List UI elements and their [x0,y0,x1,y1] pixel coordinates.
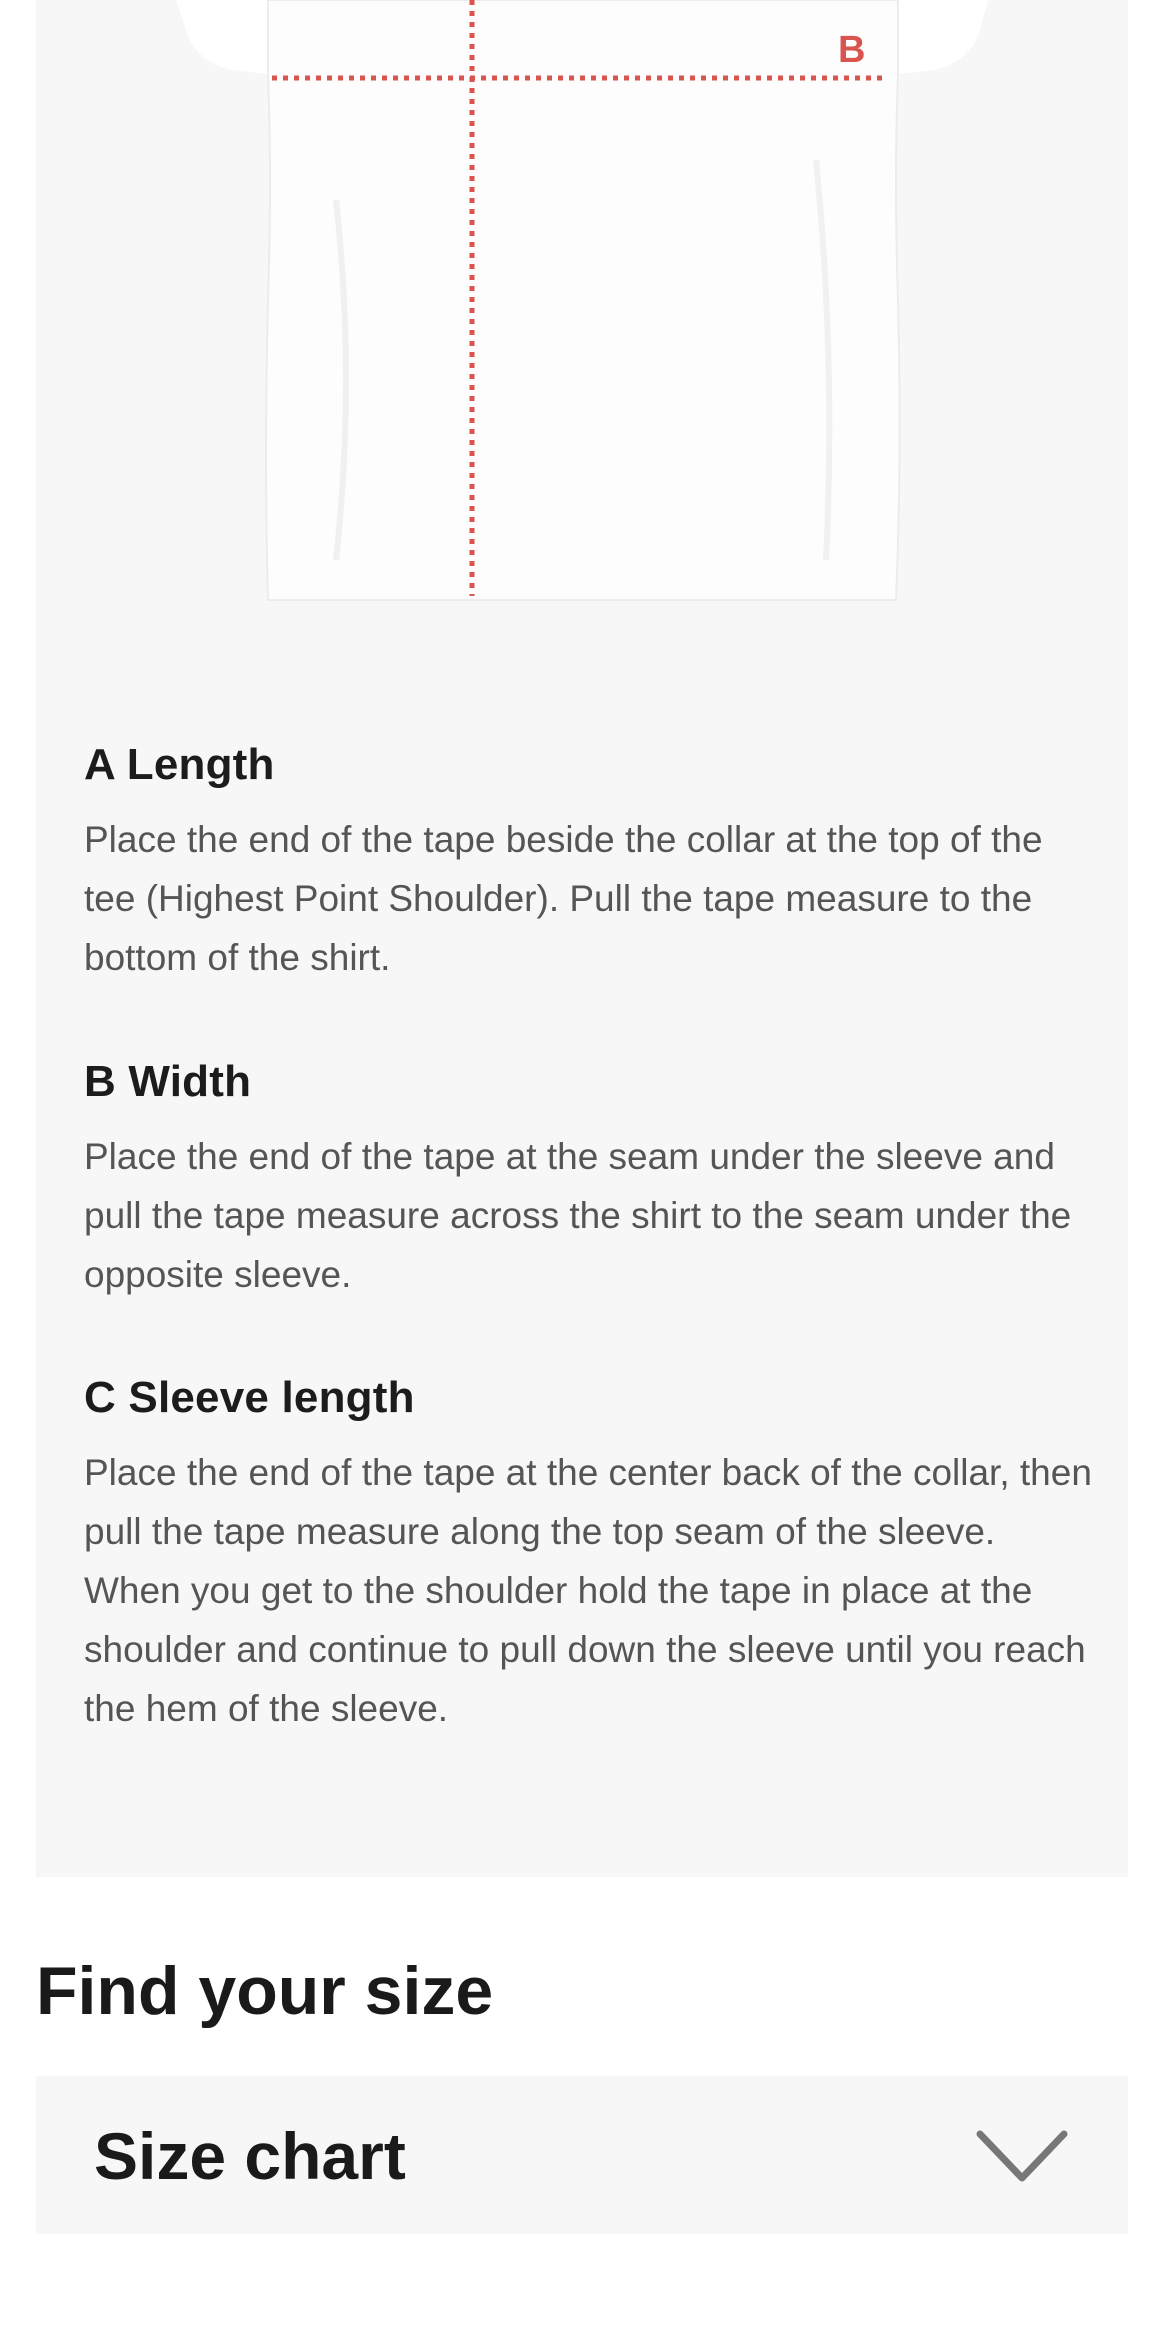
left-sleeve [176,0,268,74]
tshirt-body [266,0,900,600]
size-chart-label: Size chart [94,2119,406,2193]
find-your-size-heading: Find your size [36,1953,494,2029]
tshirt-measurement-diagram [36,0,1128,640]
size-chart-accordion[interactable] [36,2076,1128,2234]
measurement-description: Place the end of the tape at the center back of the collar, then pull the tape measure along the top seam of the sleeve. When you get to the shoulder hold the tape in place at the shoulder and continue to pull down the sleeve until you reach the hem of the sleeve. [84,1452,1092,1729]
right-sleeve [898,0,988,74]
tshirt-image [36,0,1128,640]
measurement-title: C Sleeve length [84,1373,415,1422]
measurement-length [84,740,1094,987]
measurement-title: B Width [84,1057,252,1106]
measurement-sleeve-length [84,1373,1094,1738]
measurement-description: Place the end of the tape at the seam under the sleeve and pull the tape measure across the shirt to the seam under the opposite sleeve. [84,1136,1072,1295]
marker-b-label: B [838,29,866,71]
measurement-description: Place the end of the tape beside the collar at the top of the tee (Highest Point Shoulder). Pull the tape measure to the bottom of the shirt. [84,819,1043,978]
measurement-title: A Length [84,740,275,789]
measurement-width [84,1057,1094,1304]
measuring-guide-card [36,0,1128,1877]
chevron-down-icon[interactable] [974,2126,1070,2186]
